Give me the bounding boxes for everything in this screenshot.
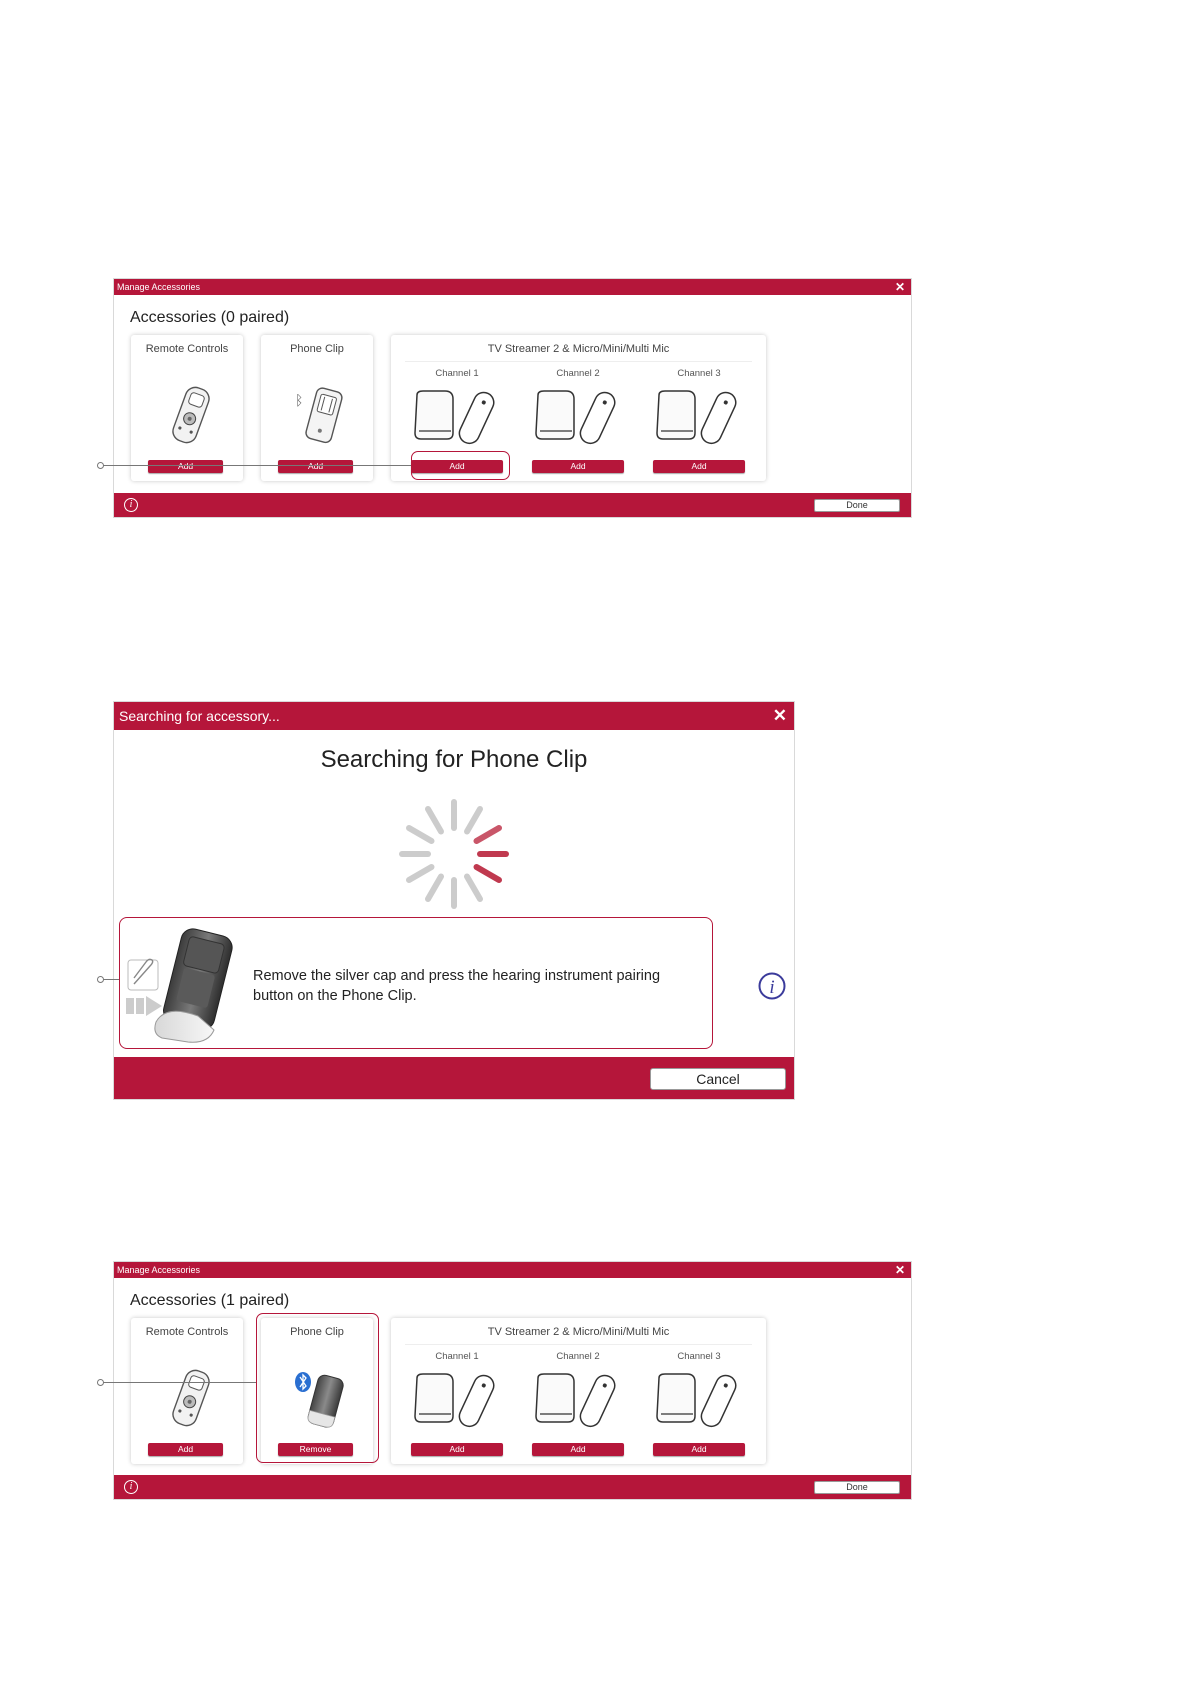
manage-accessories-dialog-paired [114, 1262, 911, 1499]
phone-clip-add-button[interactable]: Add [278, 460, 353, 473]
card-title: Phone Clip [290, 1326, 344, 1338]
spinner-spoke [409, 867, 432, 880]
callout-dot [97, 1379, 104, 1386]
tv-streamer-icon [411, 387, 503, 447]
phone-clip-icon [291, 383, 351, 448]
phone-clip-card [261, 335, 373, 481]
phone-clip-remove-button[interactable]: Remove [278, 1443, 353, 1456]
searching-dialog [114, 702, 794, 1099]
channel-label: Channel 2 [556, 368, 600, 379]
channel-label: Channel 3 [677, 368, 721, 379]
loading-spinner-icon [397, 797, 511, 911]
channel-label: Channel 1 [435, 368, 479, 379]
dialog-title-bar [114, 1262, 911, 1278]
spinner-spoke [428, 877, 441, 900]
channel-3-add-button[interactable]: Add [653, 1443, 745, 1456]
channel-label: Channel 1 [435, 1351, 479, 1362]
highlight-box [411, 451, 510, 480]
accessories-heading: Accessories (1 paired) [130, 1292, 290, 1309]
tv-streamer-icon [411, 1370, 503, 1430]
channel-label: Channel 3 [677, 1351, 721, 1362]
remote-controls-card [131, 335, 243, 481]
tv-streamer-card [391, 1318, 766, 1464]
info-icon[interactable]: i [124, 498, 138, 512]
done-button[interactable]: Done [814, 499, 900, 512]
cancel-button[interactable]: Cancel [650, 1068, 786, 1090]
spinner-spoke [467, 877, 480, 900]
info-icon[interactable] [757, 971, 787, 1001]
card-title: Remote Controls [145, 343, 229, 355]
channel-2-add-button[interactable]: Add [532, 460, 624, 473]
searching-heading: Searching for Phone Clip [320, 746, 588, 773]
divider [405, 1344, 752, 1345]
svg-text:ᛒ: ᛒ [295, 393, 304, 409]
instruction-text: Remove the silver cap and press the hearing instrument pairing button on the Phone Clip. [253, 968, 661, 1004]
tv-streamer-icon [653, 1370, 745, 1430]
channel-2-add-button[interactable]: Add [532, 1443, 624, 1456]
spinner-spoke [409, 828, 432, 841]
card-title: Phone Clip [290, 343, 344, 355]
callout-line [102, 979, 119, 980]
dialog-footer [114, 1057, 794, 1099]
spinner-spoke [477, 867, 500, 880]
channel-label: Channel 2 [556, 1351, 600, 1362]
callout-line [102, 465, 411, 466]
callout-dot [97, 976, 104, 983]
manage-accessories-dialog-unpaired [114, 279, 911, 517]
card-title: TV Streamer 2 & Micro/Mini/Multi Mic [487, 343, 670, 355]
close-icon[interactable]: ✕ [894, 280, 905, 294]
dialog-title: Searching for accessory... [119, 708, 280, 724]
channel-3-add-button[interactable]: Add [653, 460, 745, 473]
remote-control-icon [161, 1366, 221, 1431]
tv-streamer-icon [653, 387, 745, 447]
dialog-title: Manage Accessories [117, 282, 201, 292]
callout-line [102, 1382, 256, 1383]
dialog-title: Manage Accessories [117, 1265, 201, 1275]
dialog-footer [114, 493, 911, 517]
tv-streamer-icon [532, 1370, 624, 1430]
card-title: TV Streamer 2 & Micro/Mini/Multi Mic [487, 1326, 670, 1338]
spinner-spoke [477, 828, 500, 841]
highlight-box [256, 1313, 379, 1463]
paperclip-icon [128, 959, 158, 990]
remote-control-icon [161, 383, 221, 448]
card-title: Remote Controls [145, 1326, 229, 1338]
dialog-title-bar [114, 279, 911, 295]
phone-clip-photo-icon [122, 926, 240, 1046]
done-button[interactable]: Done [814, 1481, 900, 1494]
channel-1-add-button[interactable]: Add [411, 1443, 503, 1456]
divider [405, 361, 752, 362]
remote-controls-add-button[interactable]: Add [148, 1443, 223, 1456]
svg-text:i: i [769, 977, 775, 998]
accessories-heading: Accessories (0 paired) [130, 309, 290, 326]
remote-controls-card [131, 1318, 243, 1464]
dialog-footer [114, 1475, 911, 1499]
info-icon[interactable]: i [124, 1480, 138, 1494]
spinner-spoke [428, 809, 441, 832]
callout-dot [97, 462, 104, 469]
close-icon[interactable]: ✕ [772, 706, 787, 725]
instruction-box [119, 917, 713, 1049]
close-icon[interactable]: ✕ [894, 1263, 905, 1277]
remote-controls-add-button[interactable]: Add [148, 460, 223, 473]
tv-streamer-icon [532, 387, 624, 447]
channel-1-add-button[interactable]: Add [411, 460, 503, 473]
dialog-title-bar [114, 702, 794, 730]
spinner-spoke [467, 809, 480, 832]
